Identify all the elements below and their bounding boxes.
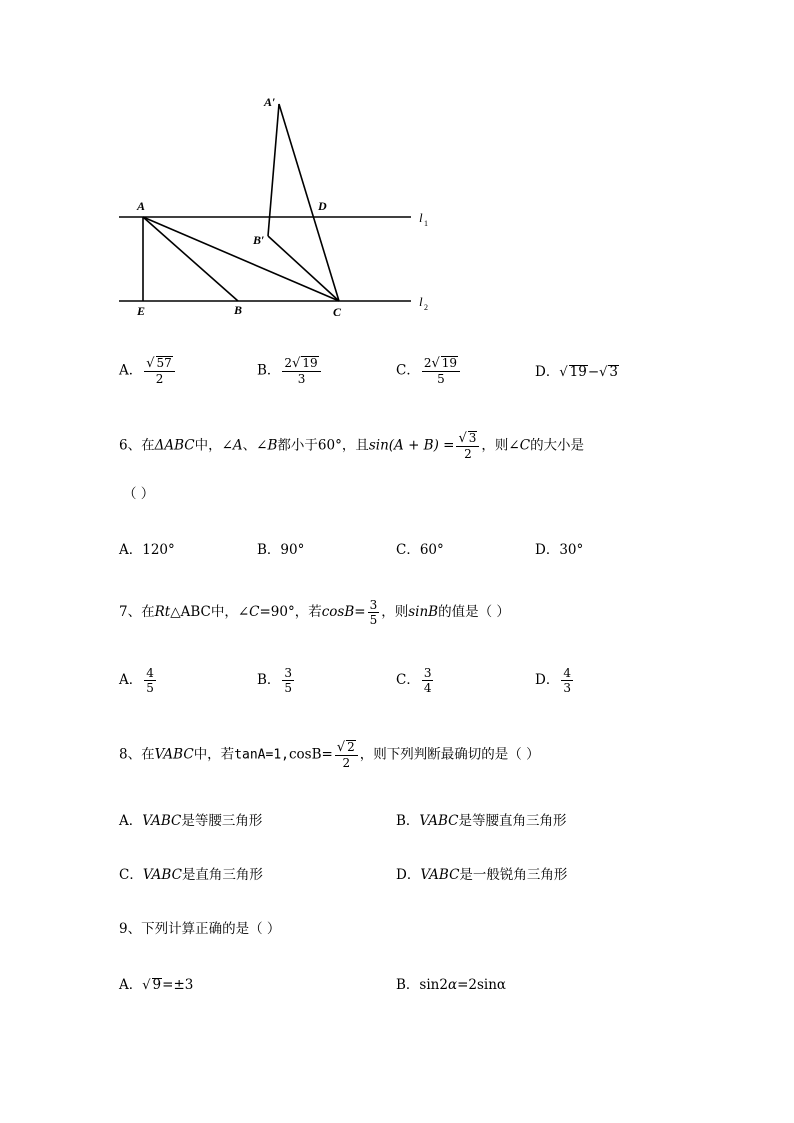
label-l1-sub: 1 [424,219,428,228]
option-letter: D． [535,364,560,380]
q8-option-d[interactable]: D．VABC是一般锐角三角形 [396,867,568,883]
q8-option-c[interactable]: C．VABC是直角三角形 [119,867,263,883]
label-B: B [234,303,243,317]
q6-option-d[interactable]: D．30° [535,542,584,558]
sine-expression: sin(A + B) = [368,437,455,454]
q6-option-a[interactable]: A．120° [119,542,175,558]
fraction: $\frac{2√ 19}{3}$ [282,356,320,386]
triangle-name: ΔABC [154,437,195,454]
denominator: 2 [155,372,164,386]
denominator: 3 [297,372,306,386]
coefficient: 2 [423,356,432,370]
q8-option-a[interactable]: A．VABC是等腰三角形 [119,813,263,829]
q8-stem: 8、在VABC中，若tanA=1,cosB= $\frac{√ 2}{2}$ ，则下列判断最确切的是（ ） [119,740,540,770]
denominator: 5 [437,372,445,386]
q5-option-a[interactable] [119,356,177,386]
q6-stem: 6、在ΔABC中，∠A、∠B都小于60°，且sin(A + B) = $\frac{√ 3}{2}$ ，则∠C的大小是 [119,431,585,461]
option-letter: B． [257,362,281,379]
q6-option-c[interactable]: C．60° [396,542,444,558]
fraction: $\frac{2√ 19}{5}$ [422,356,460,386]
q8-option-b[interactable]: B．VABC是等腰直角三角形 [396,813,567,829]
label-A: A [137,199,146,213]
segment-AC [143,217,339,301]
label-B-prime: B′ [253,233,265,247]
q9-stem: 9、下列计算正确的是（ ） [119,921,281,937]
label-l2: l [419,294,423,309]
q6-option-b[interactable]: B．90° [257,542,305,558]
q7-stem: 7、在Rt△ABC中，∠C=90°，若cosB= $\frac{3}{5}$ ，则sinB的值是（ ） [119,598,510,627]
segment-AB [143,217,238,301]
label-D: D [318,199,327,213]
radicand: 19 [302,356,318,370]
label-E: E [137,304,146,318]
q5-option-c[interactable] [396,356,462,386]
q6-answer-blank: （ ） [123,486,155,502]
label-l2-sub: 2 [424,303,428,312]
option-letter: C． [396,362,420,379]
q5-option-b[interactable] [257,356,323,386]
radicand: 19 [569,364,587,380]
radicand: 57 [156,356,172,370]
fraction: $\frac{√ 57}{2}$ [144,356,175,386]
option-letter: A． [119,362,143,379]
q7-option-d[interactable]: D． $\frac{4}{3}$ [535,666,571,695]
q9-option-a[interactable]: A．√ 9=±3 [119,977,194,993]
radicand: 19 [441,356,458,370]
geometry-figure [0,0,794,330]
q7-option-a[interactable]: A． $\frac{4}{5}$ [119,666,154,695]
fraction: $\frac{√ 3}{2}$ [456,431,479,461]
q9-option-b[interactable]: B．sin2α=2sinα [396,977,507,993]
label-C: C [333,305,342,319]
fraction: $\frac{3}{5}$ [369,598,378,627]
q7-option-c[interactable]: C． $\frac{3}{4}$ [396,666,432,695]
label-A-prime: A′ [264,95,276,109]
segment-AprimeC [279,104,339,301]
coefficient: 2 [284,356,293,370]
label-l1: l [419,210,423,225]
radicand: 3 [609,364,619,380]
minus-sign: − [587,364,600,380]
triangle-name: VABC [154,746,194,763]
q5-option-d[interactable]: D．√ 19−√ 3 [535,364,619,380]
q7-option-b[interactable]: B． $\frac{3}{5}$ [257,666,293,695]
fraction: $\frac{√ 2}{2}$ [335,740,358,770]
